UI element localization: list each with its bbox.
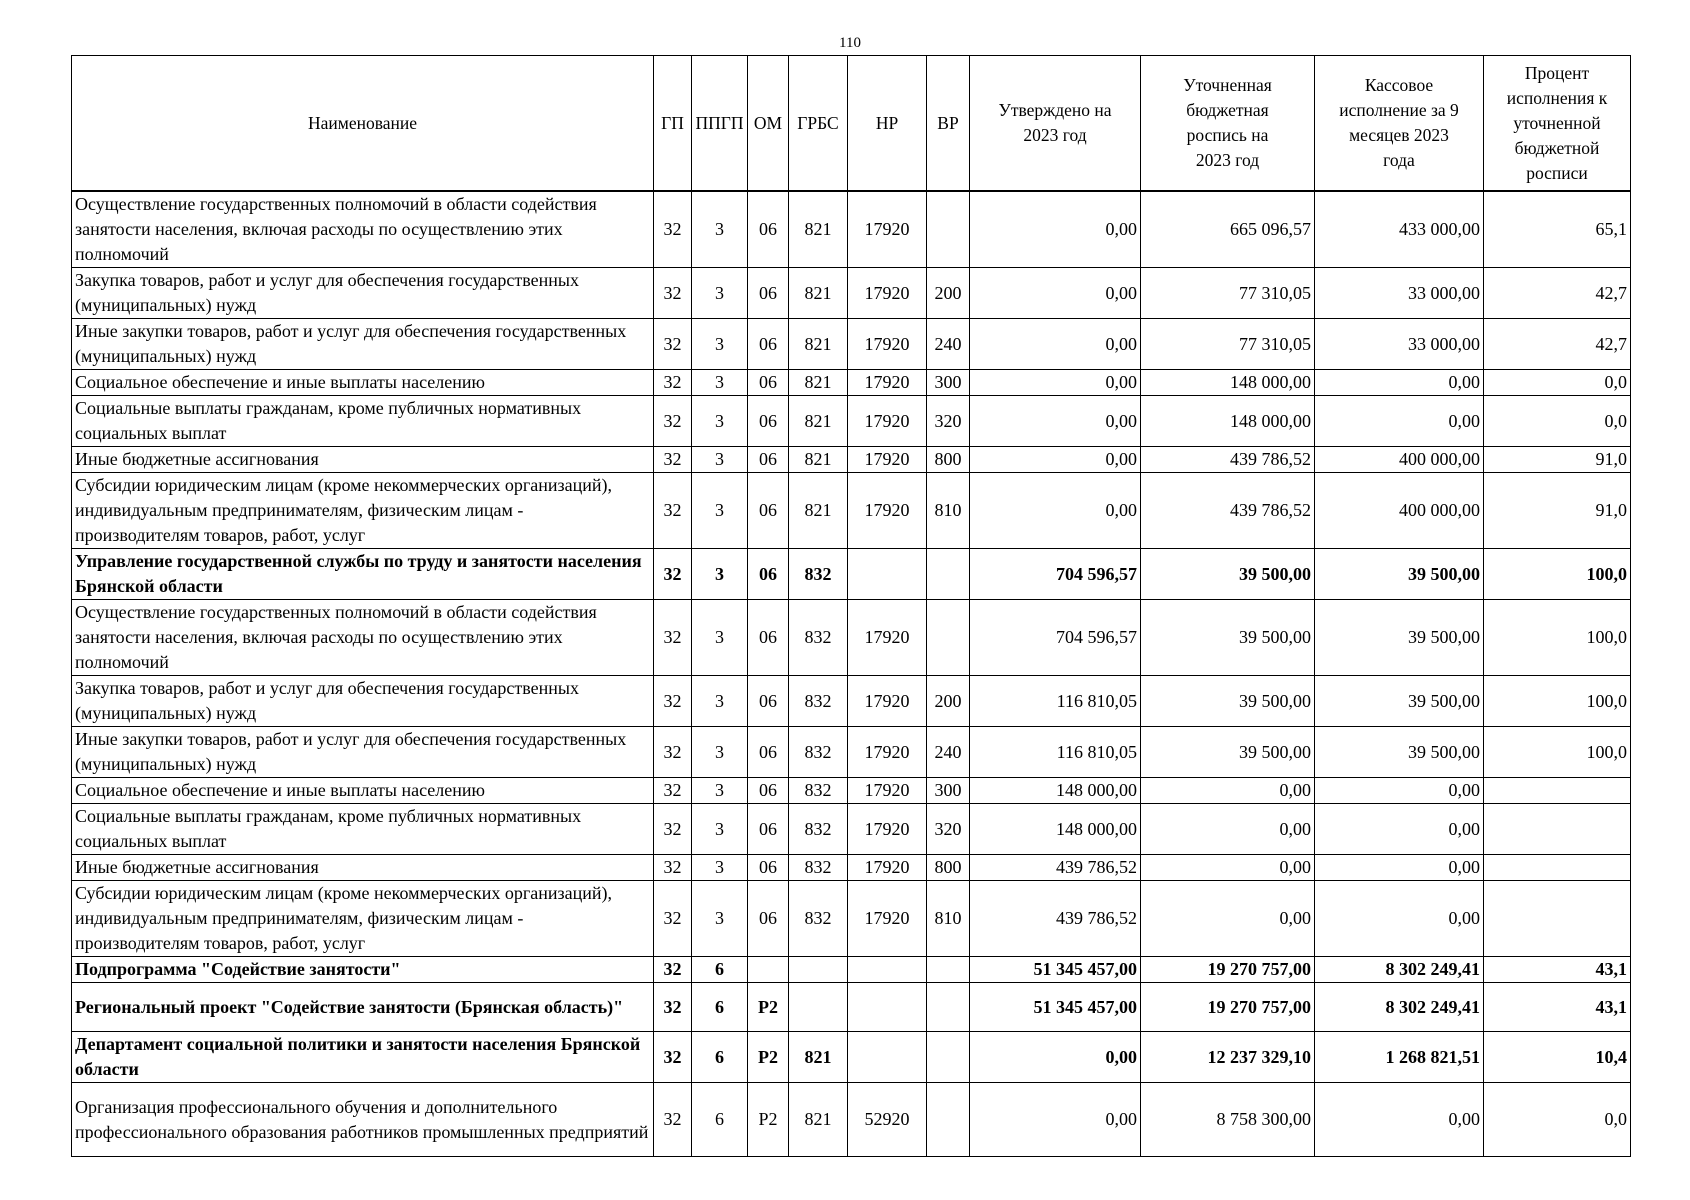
table-row: [72, 268, 1631, 319]
row-grbs-cell: 821: [789, 191, 848, 268]
row-name-cell: Иные закупки товаров, работ и услуг для обеспечения государственных (муниципальных) нужд: [72, 727, 654, 778]
row-percent-cell: 0,0: [1484, 370, 1631, 396]
table-row: [72, 983, 1631, 1032]
table-row: [72, 473, 1631, 549]
row-grbs-cell: 832: [789, 855, 848, 881]
row-vr-cell: [927, 600, 970, 676]
row-gp-cell: 32: [654, 881, 692, 957]
row-approved-cell: 148 000,00: [970, 778, 1141, 804]
row-gp-cell: 32: [654, 1083, 692, 1157]
row-grbs-cell: 832: [789, 778, 848, 804]
row-grbs-cell: 821: [789, 319, 848, 370]
table-body: [72, 191, 1631, 1157]
row-grbs-cell: 832: [789, 600, 848, 676]
row-ppgp-cell: 3: [692, 804, 748, 855]
table-row: [72, 319, 1631, 370]
row-percent-cell: 65,1: [1484, 191, 1631, 268]
row-vr-cell: [927, 983, 970, 1032]
row-revised-cell: 0,00: [1141, 778, 1315, 804]
row-approved-cell: 704 596,57: [970, 600, 1141, 676]
header-ppgp: ППГП: [692, 56, 748, 192]
row-name-cell: Организация профессионального обучения и дополнительного профессионального образования работников промышленных предприятий: [72, 1083, 654, 1157]
row-percent-cell: 100,0: [1484, 600, 1631, 676]
row-grbs-cell: 821: [789, 447, 848, 473]
row-vr-cell: 240: [927, 319, 970, 370]
row-executed-cell: 0,00: [1315, 855, 1484, 881]
row-gp-cell: 32: [654, 447, 692, 473]
row-om-cell: 06: [748, 319, 789, 370]
row-executed-cell: 400 000,00: [1315, 447, 1484, 473]
row-revised-cell: 19 270 757,00: [1141, 957, 1315, 983]
row-om-cell: 06: [748, 676, 789, 727]
page-number: 110: [839, 35, 861, 51]
row-revised-cell: 439 786,52: [1141, 473, 1315, 549]
row-percent-cell: 0,0: [1484, 1083, 1631, 1157]
row-grbs-cell: 832: [789, 881, 848, 957]
row-executed-cell: 39 500,00: [1315, 676, 1484, 727]
row-nr-cell: 17920: [848, 319, 927, 370]
row-percent-cell: [1484, 778, 1631, 804]
row-name-cell: Социальные выплаты гражданам, кроме публичных нормативных социальных выплат: [72, 396, 654, 447]
table-row: [72, 676, 1631, 727]
row-approved-cell: 439 786,52: [970, 855, 1141, 881]
row-revised-cell: 148 000,00: [1141, 370, 1315, 396]
row-vr-cell: 320: [927, 804, 970, 855]
row-approved-cell: 0,00: [970, 1083, 1141, 1157]
row-om-cell: Р2: [748, 983, 789, 1032]
row-percent-cell: 100,0: [1484, 676, 1631, 727]
row-name-cell: Подпрограмма "Содействие занятости": [72, 957, 654, 983]
row-revised-cell: 0,00: [1141, 855, 1315, 881]
row-approved-cell: 0,00: [970, 473, 1141, 549]
row-gp-cell: 32: [654, 957, 692, 983]
header-gp: ГП: [654, 56, 692, 192]
row-grbs-cell: [789, 983, 848, 1032]
row-nr-cell: 17920: [848, 727, 927, 778]
table-row: [72, 1032, 1631, 1083]
row-nr-cell: 17920: [848, 268, 927, 319]
row-name-cell: Департамент социальной политики и занятости населения Брянской области: [72, 1032, 654, 1083]
row-ppgp-cell: 6: [692, 957, 748, 983]
row-approved-cell: 0,00: [970, 396, 1141, 447]
row-revised-cell: 0,00: [1141, 804, 1315, 855]
row-approved-cell: 51 345 457,00: [970, 957, 1141, 983]
row-percent-cell: [1484, 855, 1631, 881]
row-nr-cell: 17920: [848, 804, 927, 855]
row-nr-cell: [848, 983, 927, 1032]
table-row: [72, 549, 1631, 600]
row-percent-cell: 0,0: [1484, 396, 1631, 447]
row-grbs-cell: 821: [789, 396, 848, 447]
row-nr-cell: 17920: [848, 600, 927, 676]
row-om-cell: Р2: [748, 1032, 789, 1083]
row-vr-cell: [927, 549, 970, 600]
header-vr: ВР: [927, 56, 970, 192]
table-header-row: [72, 56, 1631, 192]
row-approved-cell: 148 000,00: [970, 804, 1141, 855]
row-name-cell: Осуществление государственных полномочий в области содействия занятости населения, включая расходы по осуществлению этих полномочий: [72, 191, 654, 268]
row-vr-cell: 810: [927, 473, 970, 549]
row-executed-cell: 0,00: [1315, 804, 1484, 855]
row-executed-cell: 33 000,00: [1315, 319, 1484, 370]
row-nr-cell: [848, 1032, 927, 1083]
table-row: [72, 727, 1631, 778]
row-grbs-cell: 821: [789, 268, 848, 319]
row-name-cell: Осуществление государственных полномочий в области содействия занятости населения, включая расходы по осуществлению этих полномочий: [72, 600, 654, 676]
row-executed-cell: 0,00: [1315, 396, 1484, 447]
table-row: [72, 778, 1631, 804]
row-om-cell: 06: [748, 473, 789, 549]
row-executed-cell: 0,00: [1315, 370, 1484, 396]
table-row: [72, 804, 1631, 855]
row-approved-cell: 0,00: [970, 370, 1141, 396]
row-nr-cell: 17920: [848, 370, 927, 396]
row-name-cell: Социальные выплаты гражданам, кроме публичных нормативных социальных выплат: [72, 804, 654, 855]
row-vr-cell: 240: [927, 727, 970, 778]
row-nr-cell: [848, 549, 927, 600]
row-revised-cell: 0,00: [1141, 881, 1315, 957]
row-revised-cell: 148 000,00: [1141, 396, 1315, 447]
row-nr-cell: 17920: [848, 473, 927, 549]
row-gp-cell: 32: [654, 1032, 692, 1083]
row-vr-cell: 200: [927, 268, 970, 319]
row-om-cell: 06: [748, 600, 789, 676]
row-om-cell: 06: [748, 268, 789, 319]
row-gp-cell: 32: [654, 676, 692, 727]
row-percent-cell: 100,0: [1484, 549, 1631, 600]
header-percent: Процент исполнения к уточненной бюджетной росписи: [1484, 56, 1631, 192]
row-ppgp-cell: 3: [692, 855, 748, 881]
row-nr-cell: 52920: [848, 1083, 927, 1157]
row-om-cell: 06: [748, 881, 789, 957]
row-vr-cell: [927, 1083, 970, 1157]
row-grbs-cell: 821: [789, 473, 848, 549]
row-om-cell: 06: [748, 191, 789, 268]
row-nr-cell: 17920: [848, 881, 927, 957]
row-name-cell: Региональный проект "Содействие занятости (Брянская область)": [72, 983, 654, 1032]
header-grbs: ГРБС: [789, 56, 848, 192]
row-percent-cell: 43,1: [1484, 983, 1631, 1032]
row-name-cell: Субсидии юридическим лицам (кроме некоммерческих организаций), индивидуальным предпринимателям, физическим лицам - производителям товаров, работ, услуг: [72, 473, 654, 549]
row-percent-cell: 42,7: [1484, 268, 1631, 319]
row-executed-cell: 8 302 249,41: [1315, 957, 1484, 983]
row-ppgp-cell: 6: [692, 1083, 748, 1157]
row-grbs-cell: 832: [789, 804, 848, 855]
table-row: [72, 396, 1631, 447]
row-om-cell: 06: [748, 778, 789, 804]
row-gp-cell: 32: [654, 727, 692, 778]
row-om-cell: Р2: [748, 1083, 789, 1157]
row-om-cell: 06: [748, 804, 789, 855]
row-executed-cell: 433 000,00: [1315, 191, 1484, 268]
row-nr-cell: 17920: [848, 191, 927, 268]
row-percent-cell: [1484, 881, 1631, 957]
row-revised-cell: 665 096,57: [1141, 191, 1315, 268]
row-revised-cell: 439 786,52: [1141, 447, 1315, 473]
row-approved-cell: 0,00: [970, 191, 1141, 268]
row-nr-cell: 17920: [848, 396, 927, 447]
row-approved-cell: 439 786,52: [970, 881, 1141, 957]
row-percent-cell: [1484, 804, 1631, 855]
row-vr-cell: 800: [927, 447, 970, 473]
table-row: [72, 600, 1631, 676]
row-approved-cell: 116 810,05: [970, 676, 1141, 727]
row-ppgp-cell: 3: [692, 473, 748, 549]
row-revised-cell: 77 310,05: [1141, 268, 1315, 319]
row-grbs-cell: 821: [789, 1032, 848, 1083]
row-ppgp-cell: 3: [692, 396, 748, 447]
row-name-cell: Закупка товаров, работ и услуг для обеспечения государственных (муниципальных) нужд: [72, 268, 654, 319]
table-row: [72, 370, 1631, 396]
row-grbs-cell: 821: [789, 1083, 848, 1157]
row-ppgp-cell: 3: [692, 319, 748, 370]
row-percent-cell: 43,1: [1484, 957, 1631, 983]
row-percent-cell: 91,0: [1484, 447, 1631, 473]
budget-table: [71, 55, 1631, 1157]
row-ppgp-cell: 3: [692, 727, 748, 778]
row-om-cell: 06: [748, 727, 789, 778]
row-approved-cell: 0,00: [970, 1032, 1141, 1083]
row-om-cell: 06: [748, 549, 789, 600]
row-vr-cell: 810: [927, 881, 970, 957]
row-revised-cell: 77 310,05: [1141, 319, 1315, 370]
header-name: Наименование: [72, 56, 654, 192]
table-row: [72, 881, 1631, 957]
row-grbs-cell: 832: [789, 549, 848, 600]
row-revised-cell: 39 500,00: [1141, 600, 1315, 676]
table-row: [72, 447, 1631, 473]
row-om-cell: 06: [748, 447, 789, 473]
row-grbs-cell: 821: [789, 370, 848, 396]
row-vr-cell: 200: [927, 676, 970, 727]
row-gp-cell: 32: [654, 600, 692, 676]
row-gp-cell: 32: [654, 268, 692, 319]
row-approved-cell: 0,00: [970, 319, 1141, 370]
header-executed: Кассовое исполнение за 9 месяцев 2023 года: [1315, 56, 1484, 192]
row-percent-cell: 91,0: [1484, 473, 1631, 549]
row-revised-cell: 39 500,00: [1141, 549, 1315, 600]
row-ppgp-cell: 3: [692, 600, 748, 676]
row-gp-cell: 32: [654, 396, 692, 447]
row-ppgp-cell: 6: [692, 1032, 748, 1083]
row-approved-cell: 704 596,57: [970, 549, 1141, 600]
row-executed-cell: 8 302 249,41: [1315, 983, 1484, 1032]
row-ppgp-cell: 3: [692, 191, 748, 268]
row-executed-cell: 39 500,00: [1315, 727, 1484, 778]
row-revised-cell: 19 270 757,00: [1141, 983, 1315, 1032]
row-vr-cell: 800: [927, 855, 970, 881]
row-grbs-cell: 832: [789, 727, 848, 778]
row-gp-cell: 32: [654, 191, 692, 268]
row-nr-cell: 17920: [848, 447, 927, 473]
table-row: [72, 191, 1631, 268]
row-grbs-cell: 832: [789, 676, 848, 727]
row-name-cell: Иные закупки товаров, работ и услуг для обеспечения государственных (муниципальных) нужд: [72, 319, 654, 370]
row-name-cell: Социальное обеспечение и иные выплаты населению: [72, 370, 654, 396]
row-ppgp-cell: 3: [692, 370, 748, 396]
row-name-cell: Закупка товаров, работ и услуг для обеспечения государственных (муниципальных) нужд: [72, 676, 654, 727]
row-ppgp-cell: 3: [692, 778, 748, 804]
row-vr-cell: [927, 191, 970, 268]
row-om-cell: 06: [748, 396, 789, 447]
row-revised-cell: 39 500,00: [1141, 727, 1315, 778]
row-percent-cell: 42,7: [1484, 319, 1631, 370]
row-executed-cell: 0,00: [1315, 881, 1484, 957]
row-name-cell: Иные бюджетные ассигнования: [72, 447, 654, 473]
row-gp-cell: 32: [654, 855, 692, 881]
row-vr-cell: 300: [927, 778, 970, 804]
row-revised-cell: 39 500,00: [1141, 676, 1315, 727]
row-name-cell: Управление государственной службы по труду и занятости населения Брянской области: [72, 549, 654, 600]
row-gp-cell: 32: [654, 983, 692, 1032]
row-approved-cell: 51 345 457,00: [970, 983, 1141, 1032]
row-gp-cell: 32: [654, 549, 692, 600]
row-vr-cell: [927, 1032, 970, 1083]
row-ppgp-cell: 3: [692, 447, 748, 473]
row-ppgp-cell: 3: [692, 676, 748, 727]
row-executed-cell: 33 000,00: [1315, 268, 1484, 319]
row-ppgp-cell: 3: [692, 268, 748, 319]
row-executed-cell: 39 500,00: [1315, 600, 1484, 676]
row-executed-cell: 1 268 821,51: [1315, 1032, 1484, 1083]
row-om-cell: 06: [748, 370, 789, 396]
row-revised-cell: 12 237 329,10: [1141, 1032, 1315, 1083]
row-executed-cell: 0,00: [1315, 778, 1484, 804]
row-approved-cell: 0,00: [970, 447, 1141, 473]
row-approved-cell: 116 810,05: [970, 727, 1141, 778]
row-om-cell: [748, 957, 789, 983]
row-nr-cell: [848, 957, 927, 983]
row-gp-cell: 32: [654, 319, 692, 370]
row-name-cell: Социальное обеспечение и иные выплаты населению: [72, 778, 654, 804]
header-approved: Утверждено на 2023 год: [970, 56, 1141, 192]
row-name-cell: Иные бюджетные ассигнования: [72, 855, 654, 881]
header-nr: НР: [848, 56, 927, 192]
header-revised: Уточненная бюджетная роспись на 2023 год: [1141, 56, 1315, 192]
row-om-cell: 06: [748, 855, 789, 881]
row-revised-cell: 8 758 300,00: [1141, 1083, 1315, 1157]
row-percent-cell: 100,0: [1484, 727, 1631, 778]
row-gp-cell: 32: [654, 370, 692, 396]
row-vr-cell: [927, 957, 970, 983]
row-vr-cell: 300: [927, 370, 970, 396]
row-ppgp-cell: 3: [692, 549, 748, 600]
row-grbs-cell: [789, 957, 848, 983]
row-gp-cell: 32: [654, 804, 692, 855]
row-executed-cell: 400 000,00: [1315, 473, 1484, 549]
table-row: [72, 957, 1631, 983]
row-executed-cell: 39 500,00: [1315, 549, 1484, 600]
row-gp-cell: 32: [654, 473, 692, 549]
row-ppgp-cell: 6: [692, 983, 748, 1032]
header-om: ОМ: [748, 56, 789, 192]
row-approved-cell: 0,00: [970, 268, 1141, 319]
row-gp-cell: 32: [654, 778, 692, 804]
row-nr-cell: 17920: [848, 855, 927, 881]
row-nr-cell: 17920: [848, 778, 927, 804]
row-ppgp-cell: 3: [692, 881, 748, 957]
row-executed-cell: 0,00: [1315, 1083, 1484, 1157]
row-name-cell: Субсидии юридическим лицам (кроме некоммерческих организаций), индивидуальным предпринимателям, физическим лицам - производителям товаров, работ, услуг: [72, 881, 654, 957]
row-vr-cell: 320: [927, 396, 970, 447]
table-row: [72, 855, 1631, 881]
table-row: [72, 1083, 1631, 1157]
row-percent-cell: 10,4: [1484, 1032, 1631, 1083]
row-nr-cell: 17920: [848, 676, 927, 727]
